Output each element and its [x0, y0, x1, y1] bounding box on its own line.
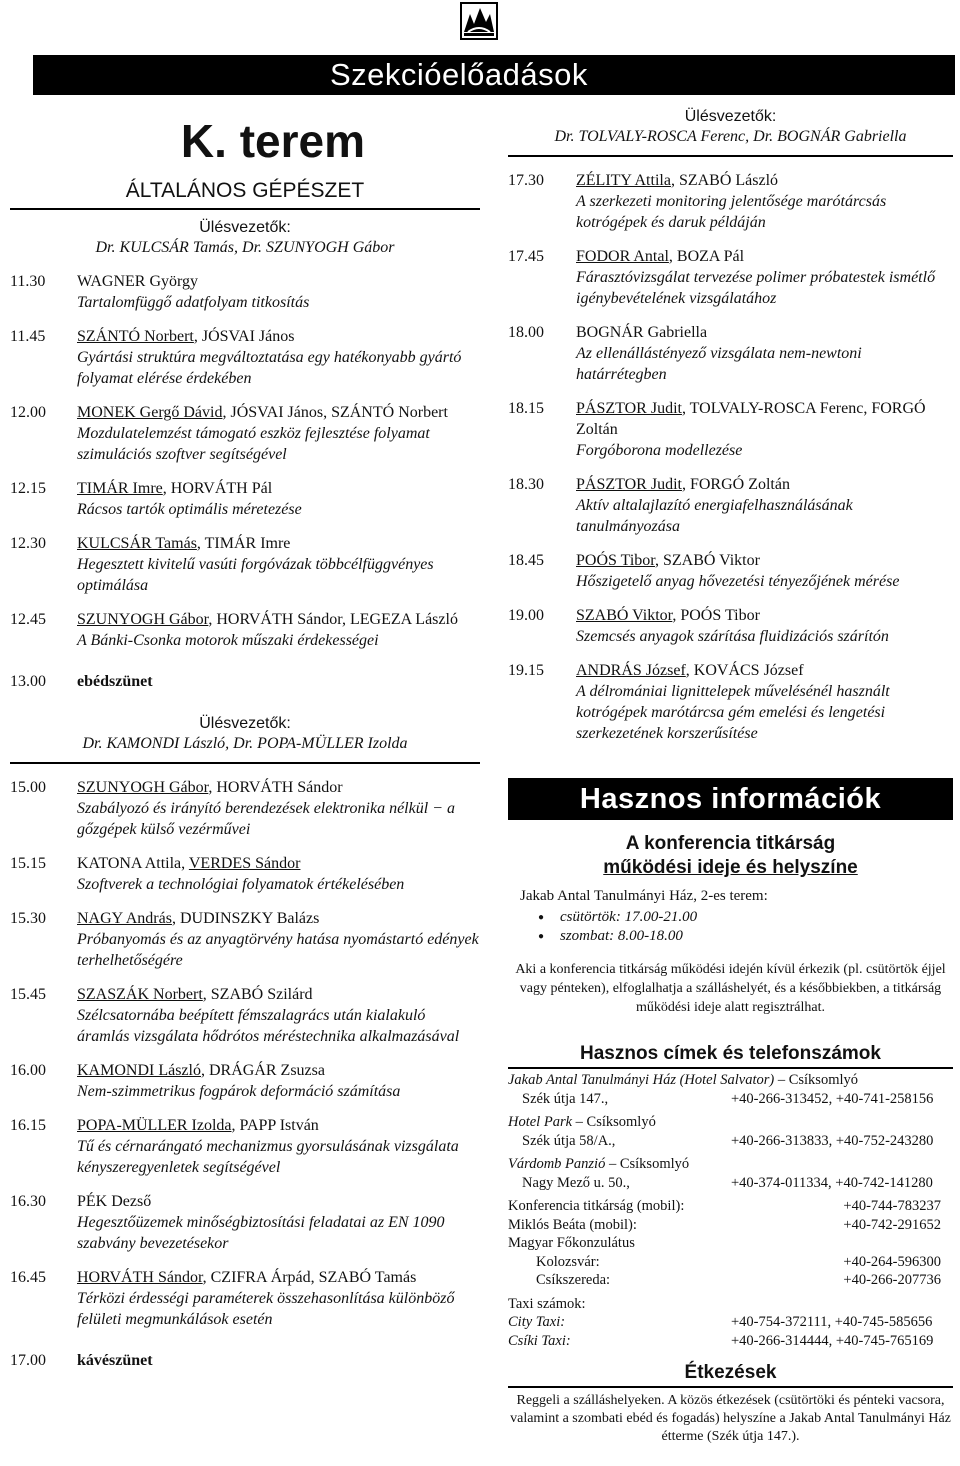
session-title: Szélcsatornába beépített fémszalagrács után kialakuló áramlás vizsgálata hődrótos méréstechnika alkalmazásával: [77, 1007, 460, 1045]
chairs-names-afternoon: Dr. KAMONDI László, Dr. POPA-MÜLLER Izolda: [10, 734, 480, 764]
session-title: Aktív altalajlazító energiafelhasználásának tanulmányozása: [576, 497, 853, 535]
session-title: A délromániai lignittelepek művelésénél használt kotrógépek marótárcsa gém emelési és lengetési szerkezetének korszerűsítése: [576, 683, 890, 742]
presenter-name: ZÉLITY Attila: [576, 172, 671, 189]
session-time: 19.00: [508, 607, 544, 624]
session-item: [10, 533, 480, 596]
session-title: Tű és cérnarángató mechanizmus gyorsulásának vizsgálata kényszeregyenletek segítségével: [77, 1138, 459, 1176]
session-title: A Bánki-Csonka motorok műszaki érdekességei: [77, 632, 379, 649]
session-item: [508, 170, 953, 233]
session-title: Szoftverek a technológiai folyamatok értékelésében: [77, 876, 405, 893]
session-list-afternoon: [10, 777, 480, 1330]
session-time: 18.30: [508, 476, 544, 493]
presenter-name: ANDRÁS József: [576, 662, 686, 679]
session-item: [508, 474, 953, 537]
chairs-label-afternoon: Ülésvezetők:: [199, 715, 291, 732]
session-title: Az ellenállástényező vizsgálata nem-newtoni határrétegben: [576, 345, 862, 383]
session-title: Hegesztett kivitelű vasúti forgóvázak többcélfüggvényes optimálása: [77, 556, 434, 594]
session-title: Hegesztőüzemek minőségbiztosítási feladatai az EN 1090 szabvány bevezetésekor: [77, 1214, 445, 1252]
secretariat-note: Aki a konferencia titkárság működési idején kívül érkezik (pl. csütörtök éjjel vagy pénteken), elfoglalhatja a szálláshelyét, és a későbbiekben, a titkárság működési ideje alatt regisztrálhat.: [515, 962, 946, 1015]
session-authors: PÉK Dezső: [77, 1193, 152, 1210]
session-item: [508, 398, 953, 461]
contacts-list: Jakab Antal Tanulmányi Ház (Hotel Salvator) – Csíksomlyó Szék útja 147., +40-266-313452, +40-741-258156 Hotel Park – Csíksomlyó Szék útja 58/A., +40-266-313833, +40-752-243280 Várdomb Panzió – Csíksomlyó Nagy Mező u. 50., +40-374-011334, +40-742-141280 Konferencia titkárság (mobil): +40-744-783237 Miklós Beáta (mobil): +40-742-291652 Magyar Főkonzulátus Kolozsvár: +40-264-596300 Csíkszereda: +40-266-207736 Taxi számok: City Taxi: +40-754-372111, +40-745-585656 Csíki Taxi: +40-266-314444, +40-745-765169: [508, 1071, 953, 1350]
session-authors: SZÁNTÓ Norbert, JÓSVAI János: [77, 328, 295, 345]
right-column: [508, 95, 953, 1446]
session-time: 16.45: [10, 1269, 46, 1286]
session-time: 16.30: [10, 1193, 46, 1210]
session-item: [10, 853, 480, 895]
session-authors: BOGNÁR Gabriella: [576, 324, 708, 341]
session-authors: KATONA Attila, VERDES Sándor: [77, 855, 301, 872]
session-authors: KAMONDI László, DRÁGÁR Zsuzsa: [77, 1062, 325, 1079]
contact-hotel-salvator: Jakab Antal Tanulmányi Ház (Hotel Salvator) – Csíksomlyó: [508, 1072, 859, 1088]
session-time: 16.15: [10, 1117, 46, 1134]
session-time: 16.00: [10, 1062, 46, 1079]
session-item: [10, 271, 480, 313]
session-authors: SZABÓ Viktor, POÓS Tibor: [576, 607, 760, 624]
session-time: 15.00: [10, 779, 46, 796]
session-list-morning: [10, 271, 480, 651]
presenter-name: POPA-MÜLLER Izolda: [77, 1117, 232, 1134]
session-authors: WAGNER György: [77, 273, 199, 290]
section-title: ÁLTALÁNOS GÉPÉSZET: [10, 179, 480, 210]
session-authors: POPA-MÜLLER Izolda, PAPP István: [77, 1117, 319, 1134]
session-authors: FODOR Antal, BOZA Pál: [576, 248, 745, 265]
session-item: [508, 605, 953, 647]
contact-secretariat: Konferencia titkárság (mobil): +40-744-783237: [508, 1198, 941, 1214]
secretariat-hours: [538, 908, 953, 946]
session-title: Próbanyomás és az anyagtörvény hatása nyomástartó edények terhelhetőségére: [77, 931, 479, 969]
session-authors: SZUNYOGH Gábor, HORVÁTH Sándor, LEGEZA László: [77, 611, 458, 628]
secretariat-title: A konferencia titkárság: [625, 833, 836, 854]
session-item: [10, 908, 480, 971]
session-authors: SZUNYOGH Gábor, HORVÁTH Sándor: [77, 779, 343, 796]
session-title: Tartalomfüggő adatfolyam titkosítás: [77, 294, 310, 311]
chairs-label: Ülésvezetők:: [199, 219, 291, 236]
session-authors: PÁSZTOR Judit, TOLVALY-ROSCA Ferenc, FORGÓ Zoltán: [576, 400, 926, 438]
contact-consulate: Magyar Főkonzulátus: [508, 1235, 635, 1251]
session-authors: KULCSÁR Tamás, TIMÁR Imre: [77, 535, 291, 552]
session-item: [508, 550, 953, 592]
taxi-city: City Taxi: +40-754-372111, +40-745-585656: [508, 1314, 933, 1330]
session-title: Szemcsés anyagok szárítása fluidizációs szárítón: [576, 628, 889, 645]
session-authors: MONEK Gergő Dávid, JÓSVAI János, SZÁNTÓ Norbert: [77, 404, 448, 421]
chairs-label-right: Ülésvezetők:: [684, 108, 777, 125]
session-time: 11.30: [10, 273, 46, 290]
session-title: A szerkezeti monitoring jelentősége marótárcsás kotrógépek és daruk példáján: [576, 193, 887, 231]
session-authors: ZÉLITY Attila, SZABÓ László: [576, 172, 779, 189]
session-item: [10, 1060, 480, 1102]
contact-miklos: Miklós Beáta (mobil): +40-742-291652: [508, 1216, 941, 1233]
session-time: 15.30: [10, 910, 46, 927]
session-item: [508, 246, 953, 309]
session-item: [10, 1115, 480, 1178]
session-time: 11.45: [10, 328, 46, 345]
info-banner: Hasznos információk: [508, 778, 953, 820]
presenter-name: FODOR Antal: [576, 248, 669, 265]
presenter-name: MONEK Gergő Dávid: [77, 404, 223, 421]
session-item: [10, 1191, 480, 1254]
session-list-evening: [508, 170, 953, 744]
presenter-name: PÁSZTOR Judit: [576, 476, 682, 493]
session-title: Nem-szimmetrikus fogpárok deformáció számítása: [77, 1083, 401, 1100]
room-title: K. terem: [180, 115, 365, 167]
session-time: 17.30: [508, 172, 544, 189]
lunch-break: 13.00 ebédszünet: [10, 673, 153, 690]
session-item: [508, 322, 953, 385]
session-item: [508, 660, 953, 744]
presenter-name: SZÁNTÓ Norbert: [77, 328, 194, 345]
taxi-label: Taxi számok:: [508, 1295, 586, 1312]
contact-hotel-park: Hotel Park – Csíksomlyó: [508, 1114, 656, 1130]
session-title: Rácsos tartók optimális méretezése: [77, 501, 302, 518]
session-title: Szabályozó és irányító berendezések elektronika nélkül − a gőzgépek külső vezérművei: [77, 800, 455, 838]
meals-title: Étkezések: [508, 1362, 953, 1388]
session-time: 12.00: [10, 404, 46, 421]
session-time: 12.15: [10, 480, 46, 497]
session-time: 18.45: [508, 552, 544, 569]
session-item: [10, 984, 480, 1047]
session-time: 12.30: [10, 535, 46, 552]
session-title: Fárasztóvizsgálat tervezése polimer próbatestek ismétlő igénybevételének vizsgálatához: [576, 269, 936, 307]
chairs-names-right: Dr. TOLVALY-ROSCA Ferenc, Dr. BOGNÁR Gabriella: [508, 127, 953, 157]
session-title: Mozdulatelemzést támogató eszköz fejlesztése folyamat szimulációs szoftver segítségével: [77, 425, 430, 463]
presenter-name: SZABÓ Viktor: [576, 607, 673, 624]
session-title: Forgóborona modellezése: [576, 442, 743, 459]
session-item: [10, 326, 480, 389]
banner-title: Szekcióelőadások: [330, 57, 588, 92]
session-item: [10, 777, 480, 840]
session-time: 18.15: [508, 400, 544, 417]
session-time: 12.45: [10, 611, 46, 628]
session-authors: POÓS Tibor, SZABÓ Viktor: [576, 552, 760, 569]
coffee-break: 17.00 kávészünet: [10, 1352, 153, 1369]
hours-thursday: ● csütörtök: 17.00-21.00: [538, 908, 953, 927]
session-authors: PÁSZTOR Judit, FORGÓ Zoltán: [576, 476, 790, 493]
presenter-name: SZUNYOGH Gábor: [77, 779, 209, 796]
presenter-name: KULCSÁR Tamás: [77, 535, 197, 552]
session-authors: HORVÁTH Sándor, CZIFRA Árpád, SZABÓ Tamás: [77, 1269, 417, 1286]
session-time: 17.45: [508, 248, 544, 265]
session-item: [10, 478, 480, 520]
taxi-csiki: Csíki Taxi: +40-266-314444, +40-745-765169: [508, 1332, 934, 1349]
session-title: Hőszigetelő anyag hővezetési tényezőjének mérése: [576, 573, 900, 590]
presenter-name: PÁSZTOR Judit: [576, 400, 682, 417]
presenter-name: HORVÁTH Sándor: [77, 1269, 203, 1286]
logo-icon: [460, 2, 498, 40]
presenter-name: VERDES Sándor: [188, 855, 301, 872]
session-authors: NAGY András, DUDINSZKY Balázs: [77, 910, 320, 927]
session-authors: ANDRÁS József, KOVÁCS József: [576, 662, 804, 679]
session-title: Térközi érdességi paraméterek összehasonlítása különböző felületi megmunkálások esetén: [77, 1290, 455, 1328]
session-time: 18.00: [508, 324, 544, 341]
presenter-name: POÓS Tibor: [576, 552, 655, 569]
session-item: [10, 1267, 480, 1330]
presenter-name: TIMÁR Imre: [77, 480, 163, 497]
session-item: [10, 402, 480, 465]
session-authors: TIMÁR Imre, HORVÁTH Pál: [77, 480, 273, 497]
session-time: 15.45: [10, 986, 46, 1003]
presenter-name: NAGY András: [77, 910, 172, 927]
hours-saturday: ● szombat: 8.00-18.00: [538, 927, 953, 946]
secretariat-place: Jakab Antal Tanulmányi Ház, 2-es terem:: [520, 888, 768, 904]
presenter-name: SZASZÁK Norbert: [77, 986, 203, 1003]
contact-vardomb: Várdomb Panzió – Csíksomlyó: [508, 1156, 690, 1172]
session-time: 19.15: [508, 662, 544, 679]
secretariat-subtitle: működési ideje és helyszíne: [603, 857, 858, 878]
meals-text: Reggeli a szálláshelyeken. A közös étkezések (csütörtöki és pénteki vacsora, valamint a szombati ebéd és fogadás) helyszíne a Jakab Antal Tanulmányi Ház étterme (Szék útja 147.).: [510, 1393, 951, 1444]
session-time: 15.15: [10, 855, 46, 872]
session-authors: SZASZÁK Norbert, SZABÓ Szilárd: [77, 986, 313, 1003]
presenter-name: SZUNYOGH Gábor: [77, 611, 209, 628]
presenter-name: KAMONDI László: [77, 1062, 201, 1079]
session-item: [10, 609, 480, 651]
left-column: [10, 95, 480, 1371]
chairs-names: Dr. KULCSÁR Tamás, Dr. SZUNYOGH Gábor: [95, 239, 395, 256]
contacts-title: Hasznos címek és telefonszámok: [508, 1043, 953, 1069]
session-title: Gyártási struktúra megváltoztatása egy hatékonyabb gyártó folyamat elérése érdekében: [77, 349, 462, 387]
